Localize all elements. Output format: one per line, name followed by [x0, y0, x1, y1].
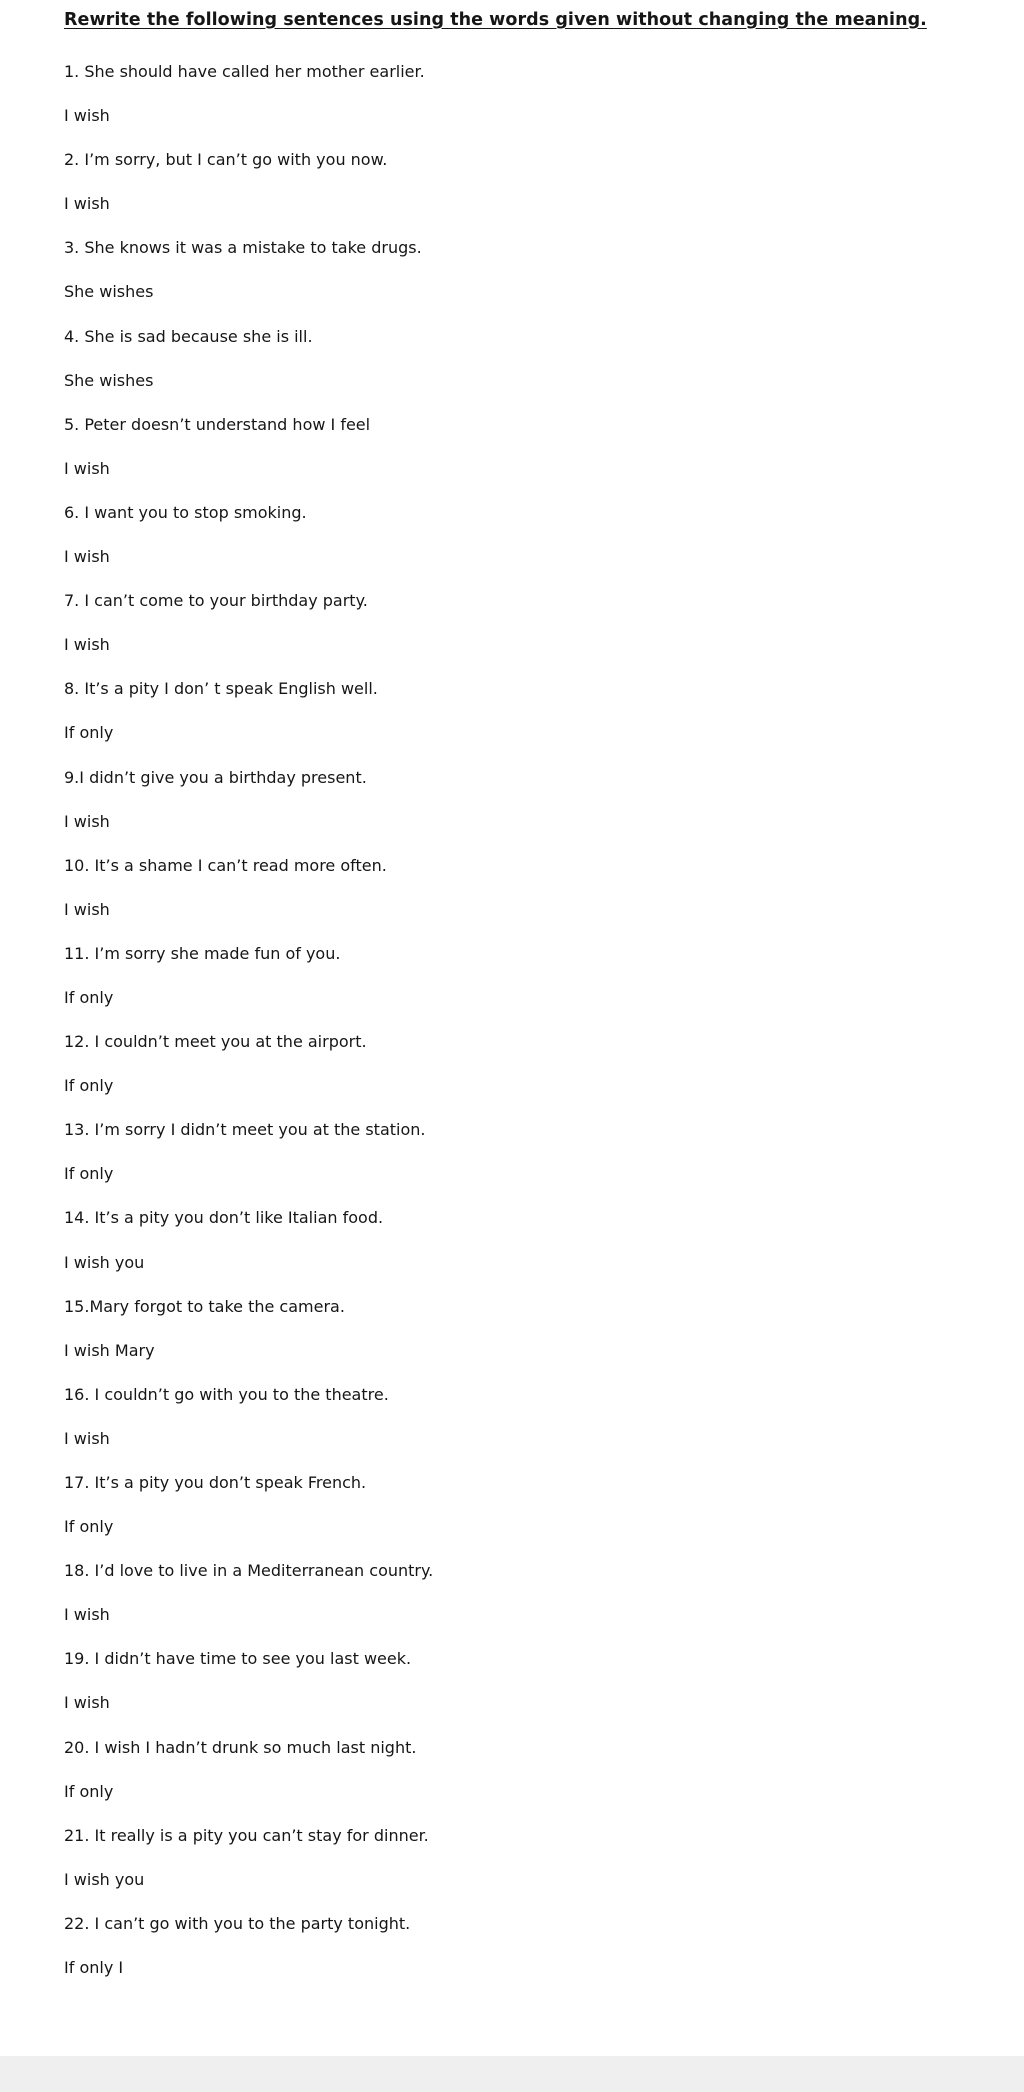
exercise-prompt: I wish [64, 635, 110, 655]
exercise-sentence: 19. I didn’t have time to see you last week. [64, 1649, 412, 1669]
exercise-sentence: 8. It’s a pity I don’ t speak English well. [64, 679, 378, 699]
exercise-item [64, 1471, 433, 1559]
exercise-item [64, 1559, 433, 1647]
exercise-item [64, 589, 433, 677]
exercise-prompt: If only [64, 1164, 114, 1184]
exercise-prompt: I wish [64, 1428, 110, 1448]
exercise-item [64, 1912, 433, 2000]
exercise-prompt: I wish [64, 194, 110, 214]
exercise-prompt: I wish [64, 811, 110, 831]
exercise-sentence: 1. She should have called her mother earlier. [64, 62, 425, 81]
exercise-prompt: I wish [64, 1605, 110, 1625]
exercise-prompt: If only [64, 1076, 114, 1096]
exercise-list [64, 60, 433, 2000]
exercise-item [64, 1383, 433, 1471]
exercise-sentence: 22. I can’t go with you to the party tonight. [64, 1913, 411, 1933]
exercise-sentence: 5. Peter doesn’t understand how I feel [64, 414, 371, 434]
exercise-sentence: 7. I can’t come to your birthday party. [64, 591, 368, 611]
exercise-item [64, 413, 433, 501]
exercise-sentence: 17. It’s a pity you don’t speak French. [64, 1473, 367, 1492]
exercise-sentence: 20. I wish I hadn’t drunk so much last night. [64, 1737, 417, 1757]
exercise-item [64, 1736, 433, 1824]
exercise-prompt: I wish Mary [64, 1340, 155, 1360]
exercise-prompt: I wish [64, 1693, 110, 1713]
exercise-prompt: If only [64, 1517, 114, 1537]
exercise-prompt: If only [64, 987, 114, 1007]
exercise-prompt: I wish you [64, 1869, 145, 1889]
exercise-prompt: I wish [64, 547, 110, 567]
exercise-sentence: 11. I’m sorry she made fun of you. [64, 943, 341, 963]
exercise-prompt: I wish you [64, 1252, 145, 1272]
exercise-item [64, 854, 433, 942]
exercise-sentence: 13. I’m sorry I didn’t meet you at the station. [64, 1120, 426, 1140]
exercise-sentence: 6. I want you to stop smoking. [64, 502, 307, 522]
exercise-sentence: 14. It’s a pity you don’t like Italian food. [64, 1208, 384, 1228]
exercise-item [64, 1206, 433, 1294]
exercise-prompt: She wishes [64, 282, 154, 302]
exercise-item [64, 236, 433, 324]
exercise-sentence: 2. I’m sorry, but I can’t go with you now. [64, 150, 388, 170]
exercise-item [64, 1118, 433, 1206]
exercise-item [64, 325, 433, 413]
exercise-item [64, 1647, 433, 1735]
exercise-item [64, 1295, 433, 1383]
exercise-sentence: 4. She is sad because she is ill. [64, 326, 313, 346]
exercise-prompt: I wish [64, 458, 110, 478]
worksheet-instruction: Rewrite the following sentences using the words given without changing the meaning. [64, 10, 927, 30]
exercise-item [64, 60, 433, 148]
exercise-item [64, 1824, 433, 1912]
exercise-prompt: If only [64, 723, 114, 743]
exercise-sentence: 12. I couldn’t meet you at the airport. [64, 1032, 367, 1052]
exercise-sentence: 10. It’s a shame I can’t read more often. [64, 855, 387, 875]
exercise-prompt: She wishes [64, 370, 154, 390]
exercise-item [64, 942, 433, 1030]
exercise-item [64, 1030, 433, 1118]
exercise-item [64, 677, 433, 765]
exercise-sentence: 16. I couldn’t go with you to the theatre. [64, 1384, 389, 1404]
exercise-item [64, 501, 433, 589]
exercise-sentence: 18. I’d love to live in a Mediterranean country. [64, 1561, 434, 1581]
exercise-prompt: If only I [64, 1958, 124, 1978]
exercise-sentence: 3. She knows it was a mistake to take drugs. [64, 238, 422, 258]
exercise-sentence: 9.I didn’t give you a birthday present. [64, 767, 367, 787]
exercise-prompt: I wish [64, 899, 110, 919]
exercise-prompt: If only [64, 1781, 114, 1801]
exercise-sentence: 15.Mary forgot to take the camera. [64, 1296, 345, 1316]
exercise-item [64, 766, 433, 854]
exercise-item [64, 148, 433, 236]
exercise-sentence: 21. It really is a pity you can’t stay for dinner. [64, 1825, 429, 1845]
exercise-prompt: I wish [64, 106, 110, 126]
